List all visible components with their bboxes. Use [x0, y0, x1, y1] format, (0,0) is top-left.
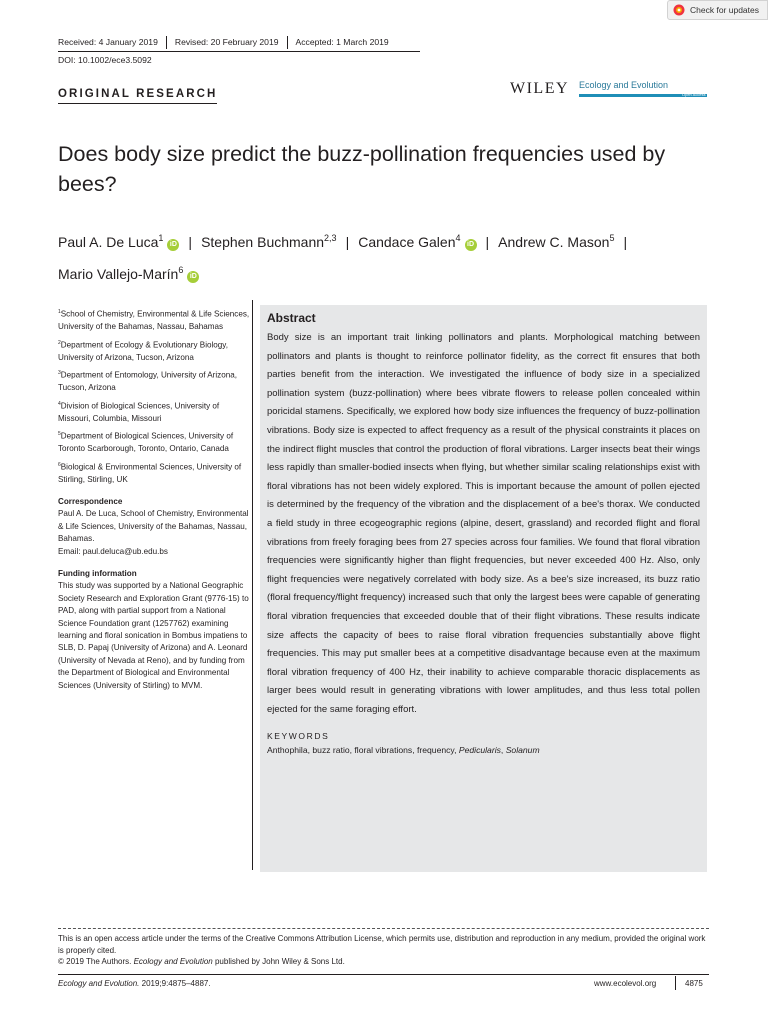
accepted-date: Accepted: 1 March 2019 — [287, 36, 397, 49]
received-date: Received: 4 January 2019 — [58, 37, 158, 47]
article-type-rule — [58, 103, 217, 104]
column-divider — [252, 300, 253, 870]
affiliation: $^5$Department of Biological Sciences, University of Toronto Scarborough, Toronto, Ontario, Canada — [58, 431, 234, 454]
affiliation: $^4$Division of Biological Sciences, University of Missouri, Columbia, Missouri — [58, 400, 220, 423]
affiliation: $^3$Department of Entomology, University of Arizona, Tucson, Arizona — [58, 370, 237, 393]
affiliation: $^2$Department of Ecology & Evolutionary Biology, University of Arizona, Tucson, Arizona — [58, 339, 228, 362]
funding-heading: Funding information — [58, 569, 137, 579]
abstract-box — [260, 305, 707, 872]
journal-website-link[interactable]: www.ecolevol.org — [594, 979, 657, 988]
article-title: Does body size predict the buzz-pollination frequencies used by bees? — [58, 142, 666, 196]
orcid-icon[interactable]: iD — [167, 239, 179, 251]
abstract-heading: Abstract — [267, 311, 316, 325]
footer-divider — [58, 928, 709, 929]
author-separator: | — [345, 234, 350, 250]
dates-divider — [58, 51, 420, 52]
crossmark-icon — [673, 4, 685, 16]
author-list — [58, 224, 738, 288]
journal-name[interactable]: Ecology and Evolution — [579, 80, 669, 90]
author[interactable]: Paul A. De Luca$^1$iD — [58, 234, 179, 250]
orcid-icon[interactable]: iD — [465, 239, 477, 251]
citation: Ecology and Evolution. 2019;9:4875–4887. — [58, 979, 211, 988]
correspondence-text: Paul A. De Luca, School of Chemistry, Environmental & Life Sciences, University of the Bahamas, Nassau, Bahamas. — [58, 509, 249, 544]
page-number-divider — [675, 976, 676, 990]
author-separator: | — [485, 234, 490, 250]
affiliation: $^1$School of Chemistry, Environmental & Life Sciences, University of the Bahamas, Nassau, Bahamas — [58, 309, 250, 332]
article-dates — [58, 36, 397, 49]
article-type-label: ORIGINAL RESEARCH — [58, 88, 218, 100]
keywords: Anthophila, buzz ratio, floral vibrations, frequency, Pedicularis, Solanum — [267, 745, 540, 756]
doi[interactable]: DOI: 10.1002/ece3.5092 — [58, 55, 152, 65]
publisher-logo: WILEY — [510, 80, 570, 97]
author[interactable]: Candace Galen$^4$iD — [358, 234, 476, 250]
open-access-label: Open Access — [682, 92, 706, 97]
correspondence-heading: Correspondence — [58, 497, 123, 506]
check-for-updates-button[interactable] — [667, 0, 768, 20]
orcid-icon[interactable]: iD — [187, 271, 199, 283]
check-updates-label: Check for updates — [690, 5, 759, 15]
correspondence-email[interactable]: Email: paul.deluca@ub.edu.bs — [58, 546, 168, 556]
author[interactable]: Stephen Buchmann$^{2,3}$ — [201, 233, 337, 250]
keywords-heading: KEYWORDS — [267, 731, 330, 742]
author[interactable]: Mario Vallejo-Marín$^6$iD — [58, 266, 199, 282]
abstract-text: Body size is an important trait linking pollinators and plants. Morphological matching between pollinators and plants is thought to reinforce pollinator fidelity, as the correct fit ensures that both parties benefit from the interaction. We investigated the influence of body size in a specialized pollination system (buzz-pollination) where bees vibrate flowers to release pollen concealed within poricidal stamens. Specifically, we explored how body size influences the frequency of buzz-pollination vibrations. Body size is expected to affect frequency as a result of the physical constraints it places on the indirect flight muscles that control the production of floral vibrations. Larger insects beat their wings less rapidly than smaller-bodied insects when flying, but whether similar scaling relationships exist with floral vibrations has not been widely explored. This is important because the amount of pollen ejected is determined by the frequency of the vibration and the displacement of a bee's thorax. We conducted a field study in three ecogeographic regions (alpine, desert, grassland) and recorded flight and floral vibrations from freely foraging bees from 27 species across four families. We found that floral vibration frequencies were significantly higher than flight frequencies, but never exceeded 400 Hz. Also, only flight frequencies were negatively correlated with body size. As a bee's size increased, its buzz ratio (floral frequency/flight frequency) increased such that only the largest bees were capable of generating floral vibration frequencies that exceeded double that of their flight vibrations. These results indicate size affects the capacity of bees to raise floral vibration frequencies substantially above flight frequencies. This may put smaller bees at a competitive disadvantage because even at the maximum floral vibration frequency of 400 Hz, their inability to achieve comparable thoracic displacements as larger bees would result in generating vibrations with lower amplitudes, and thus less total pollen ejected for the same foraging effort. — [267, 332, 700, 715]
author-separator: | — [623, 234, 628, 250]
license-text: This is an open access article under the terms of the Creative Commons Attribution License, which permits use, distribution and reproduction in any medium, provided the original work is properly cited. — [58, 934, 706, 955]
article-sidebar — [58, 306, 251, 692]
page-number: 4875 — [685, 979, 703, 988]
affiliation: $^6$Biological & Environmental Sciences, University of Stirling, Stirling, UK — [58, 461, 242, 484]
author-separator: | — [188, 234, 193, 250]
copyright: © 2019 The Authors. Ecology and Evolution published by John Wiley & Sons Ltd. — [58, 957, 345, 966]
revised-date: Revised: 20 February 2019 — [166, 36, 287, 49]
funding-text: This study was supported by a National Geographic Society Research and Exploration Grant (9776-15) to PAD, along with partial support from a National Science Foundation grant (1257762) examining learning and floral sonication in Bombus impatiens to SLB, D. Papaj (University of Arizona) and A. Leonard (University of Nevada at Reno), and by funding from the Department of Biological and Environmental Sciences (University of Stirling) to MVM. — [58, 581, 249, 690]
footer-rule — [58, 974, 709, 975]
author[interactable]: Andrew C. Mason$^5$ — [498, 233, 615, 250]
